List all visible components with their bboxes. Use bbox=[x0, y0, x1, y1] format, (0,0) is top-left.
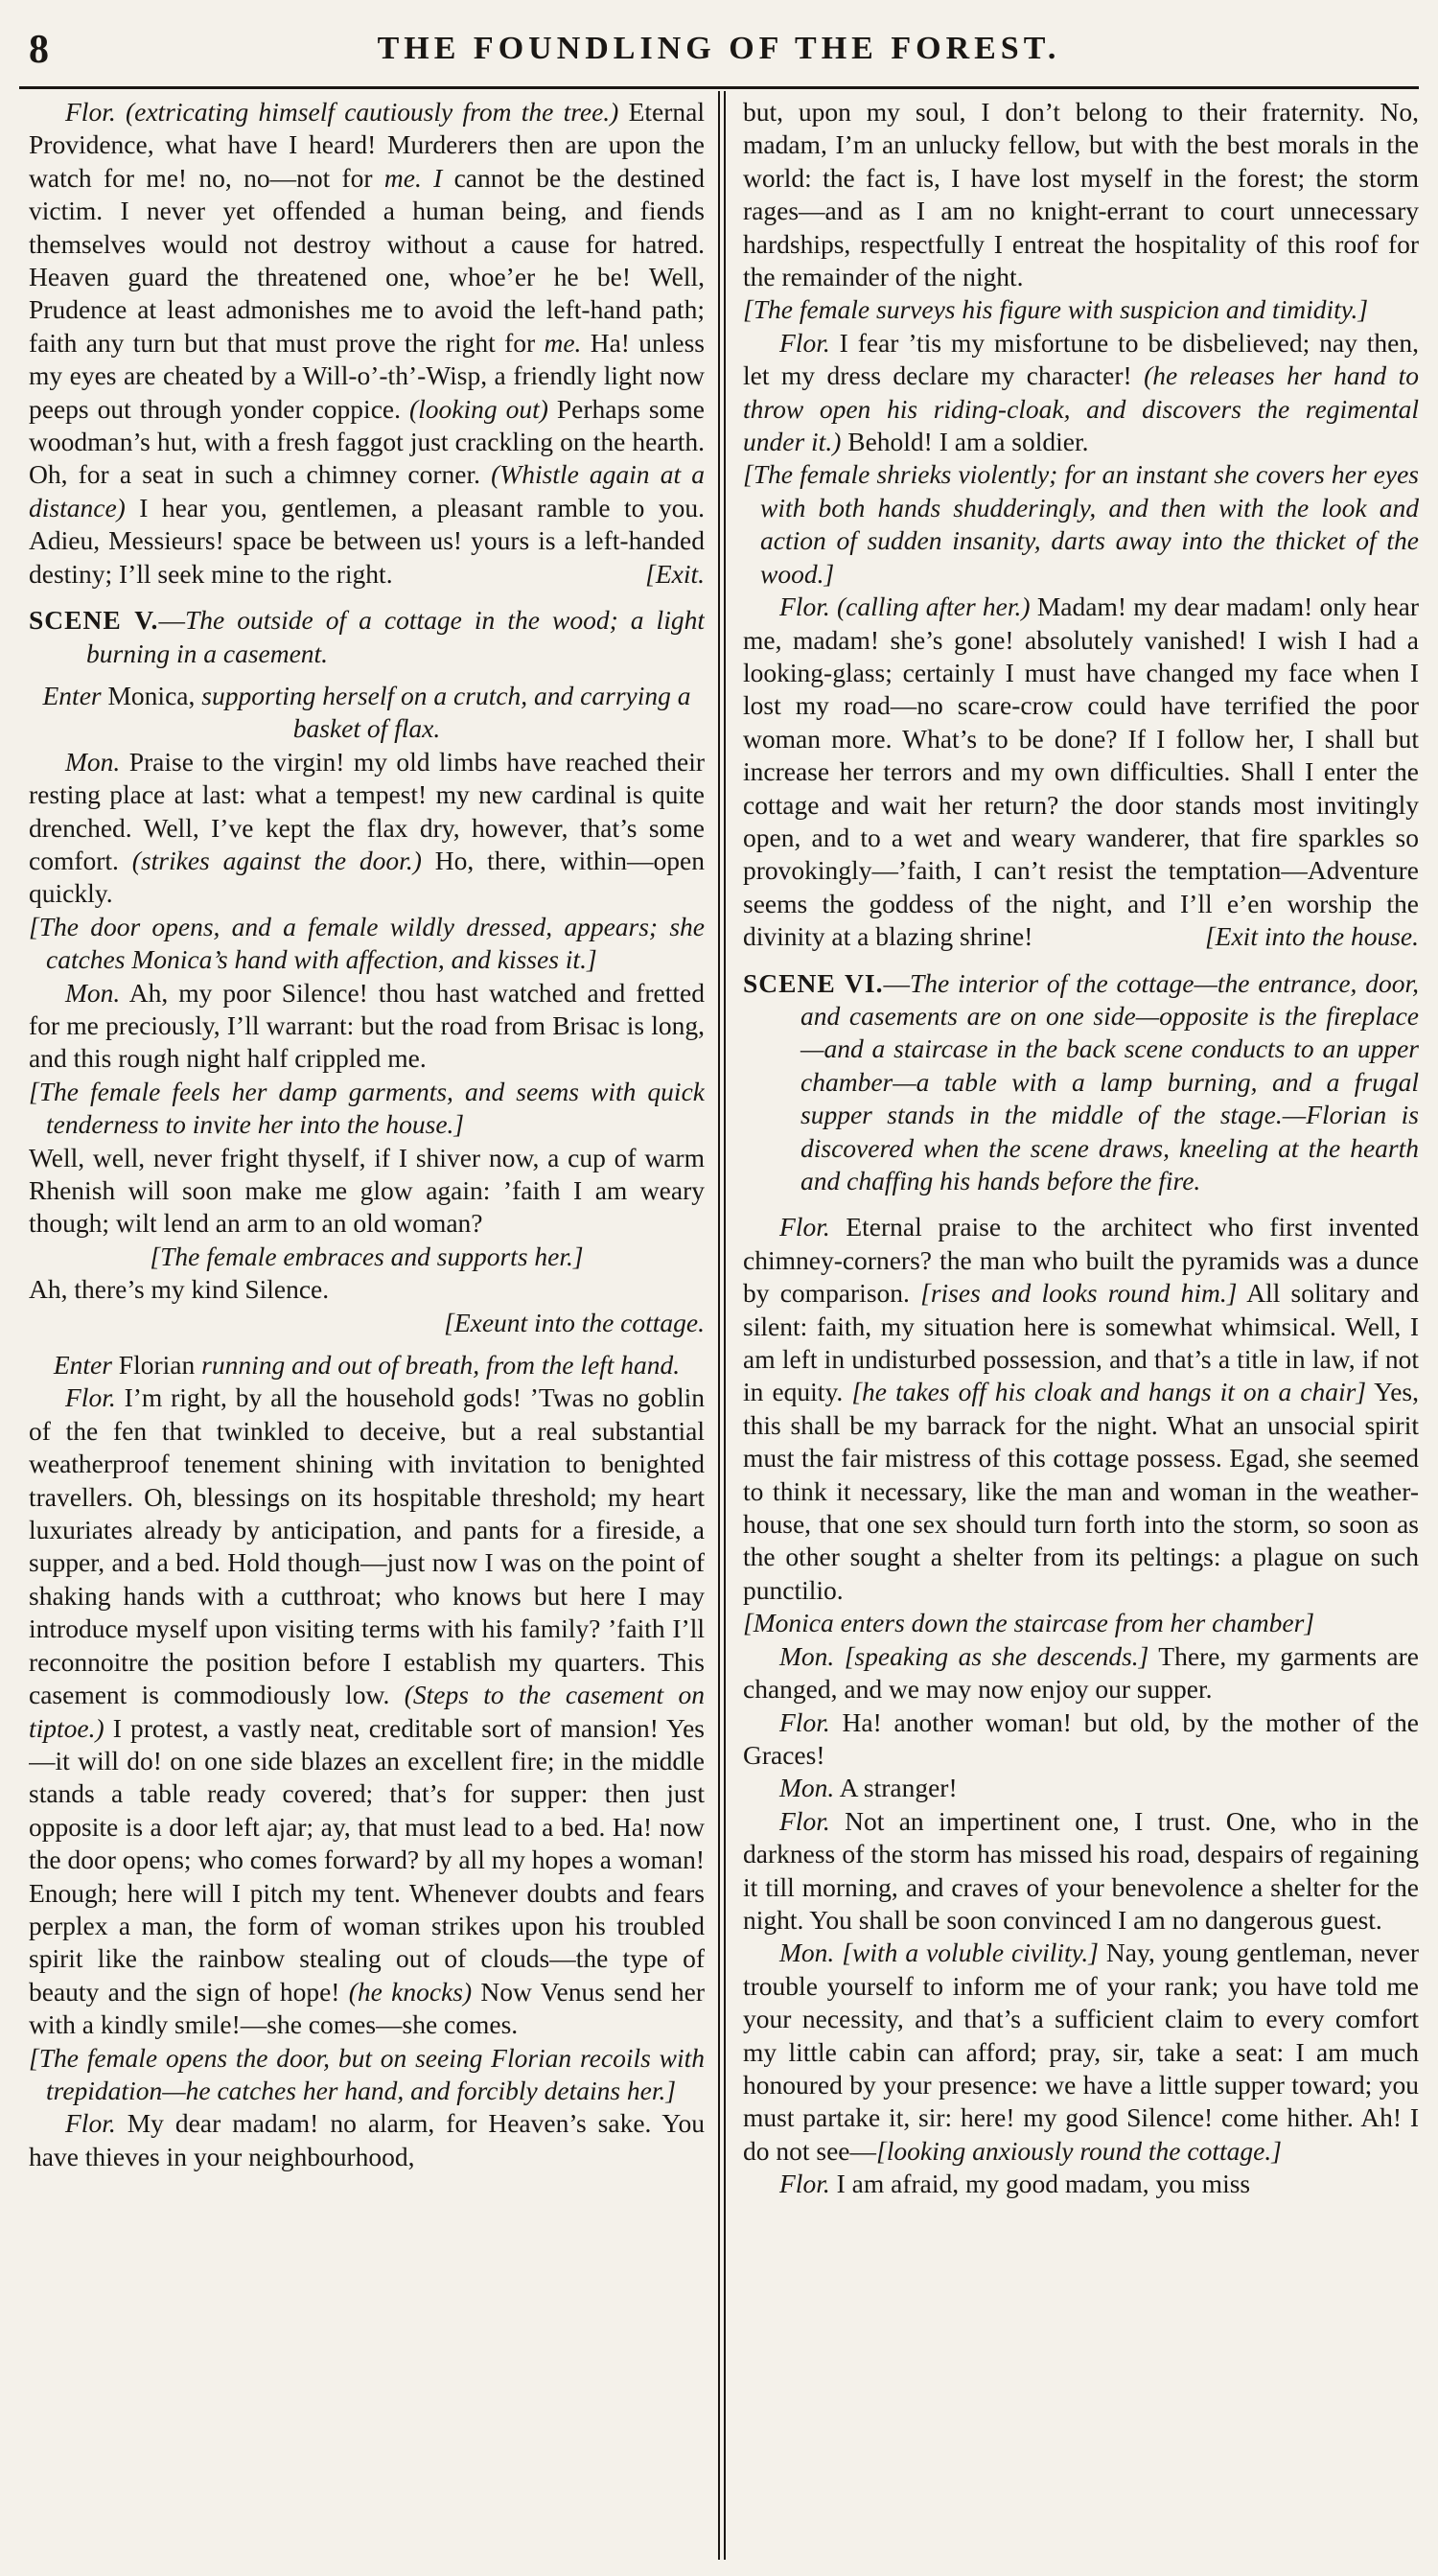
running-title: THE FOUNDLING OF THE FOREST. bbox=[377, 31, 1061, 66]
speech-paragraph: Flor. Ha! another woman! but old, by the mother of the Graces! bbox=[743, 1706, 1419, 1770]
speech-paragraph: Flor. My dear madam! no alarm, for Heaven’s sake. You have thieves in your neighbourhood, bbox=[29, 2108, 705, 2171]
speech-paragraph: Flor. (extricating himself cautiously from the tree.) Eternal Providence, what have I heard! Murderers then are upon the watch for me! no, no—not for me. I cannot be the destined victim. I never yet offended a human being, and fiends themselves would not destroy without a cause for hatred. Heaven guard the threatened one, whoe’er he be! Well, Prudence at least admonishes me to avoid the left-hand path; faith any turn but that must prove the right for me. Ha! unless my eyes are cheated by a Will-o’-th’-Wisp, a friendly light now peeps out through yonder coppice. (looking out) Perhaps some woodman’s hut, with a fresh faggot just crackling on the hearth. Oh, for a seat in such a chimney corner. (Whistle again at a distance) I hear you, gentlemen, a pleasant ramble to you. Adieu, Messieurs! space be between us! yours is a left-handed destiny; I’ll seek mine to the right. [Exit. bbox=[29, 97, 705, 589]
speech-paragraph: Flor. Eternal praise to the architect who first invented chimney-corners? the man who built the pyramids was a dunce by comparison. [rises and looks round him.] All solitary and silent: faith, my situation here is somewhat whimsical. Well, I am left in undisturbed possession, and that’s a title in law, if not in equity. [he takes off his cloak and hangs it on a chair] Yes, this shall be my barrack for the night. What an unsocial spirit must the fair mistress of this cottage possess. Egad, she seemed to think it necessary, like the man and woman in the weather-house, that one sex should turn forth into the storm, so soon as the other sought a shelter from its peltings: a plague on such punctilio. bbox=[743, 1212, 1419, 1605]
stage-direction: [The female embraces and supports her.] bbox=[150, 1241, 584, 1271]
stage-direction: [The female opens the door, but on seeing Florian recoils with trepidation—he catches her hand, and forcibly detains her.] bbox=[29, 2042, 705, 2105]
stage-direction: [The female shrieks violently; for an instant she covers her eyes with both hands shudderingly, and then with the look and action of sudden insanity, darts away into the thicket of the wood.] bbox=[743, 459, 1419, 589]
entrance-direction: Enter Florian running and out of breath, from the left hand. bbox=[53, 1350, 681, 1381]
speech-paragraph: Flor. I fear ’tis my misfortune to be disbelieved; nay then, let my dress declare my character! (he releases her hand to throw open his riding-cloak, and discovers the regimental under it.) Behold! I am a soldier. bbox=[743, 327, 1419, 457]
speech-paragraph: Flor. I am afraid, my good madam, you miss bbox=[779, 2169, 1251, 2199]
speech-continuation: but, upon my soul, I don’t belong to their fraternity. No, madam, I’m an unlucky fellow, but with the best morals in the world: the fact is, I have lost myself in the forest; the storm rages—and as I am no knight-errant to court unnecessary hardships, respectfully I entreat the hospitality of this roof for the remainder of the night. bbox=[743, 97, 1419, 292]
speech-paragraph: Mon. A stranger! bbox=[779, 1773, 958, 1803]
entrance-direction: Enter Monica, supporting herself on a crutch, and carrying a basket of flax. bbox=[42, 680, 691, 744]
speech-continuation: Well, well, never fright thyself, if I shiver now, a cup of warm Rhenish will soon make me glow again: ’faith I am weary though; wilt lend an arm to an old woman? bbox=[29, 1142, 705, 1239]
speech-paragraph: Mon. Praise to the virgin! my old limbs have reached their resting place at last: what a tempest! my new cardinal is quite drenched. Well, I’ve kept the flax dry, however, that’s some comfort. (strikes against the door.) Ho, there, within—open quickly. bbox=[29, 746, 705, 909]
speech-paragraph: Flor. I’m right, by all the household gods! ’Twas no goblin of the fen that twinkled to deceive, but a real substantial weatherproof tenement shining with invitation to benighted travellers. Oh, blessings on its hospitable threshold; my heart luxuriates already by anticipation, and pants for a fireside, a supper, and a bed. Hold though—just now I was on the point of shaking hands with a cutthroat; who knows but here I may introduce myself upon visiting terms with his family? ’faith I’ll reconnoitre the position before I establish my quarters. This casement is commodiously low. (Steps to the casement on tiptoe.) I protest, a vastly neat, creditable sort of mansion! Yes—it will do! on one side blazes an excellent fire; in the middle stands a table ready covered; that’s for supper: then just opposite is a door left ajar; ay, that must lead to a bed. Ha! now the door opens; who comes forward? by all my hopes a woman! Enough; here will I pitch my tent. Whenever doubts and fears perplex a man, the form of woman strikes upon his troubled spirit like the rainbow stealing out of clouds—the type of beauty and the sign of hope! (he knocks) Now Venus send her with a kindly smile!—she comes—she comes. bbox=[29, 1382, 705, 2040]
stage-direction: [Monica enters down the staircase from her chamber] bbox=[743, 1608, 1315, 1638]
speech-paragraph: Mon. [speaking as she descends.] There, my garments are changed, and we may now enjoy our supper. bbox=[743, 1640, 1419, 1705]
scene-heading: SCENE VI.—The interior of the cottage—the entrance, door, and casements are on one side—opposite is the fireplace—and a staircase in the back scene conducts to an upper chamber—a table with a lamp burning, and a frugal supper stands in the middle of the stage.—Florian is discovered when the scene draws, kneeling at the hearth and chaffing his hands before the fire. bbox=[743, 967, 1419, 1195]
column-divider bbox=[718, 91, 720, 2560]
speech-paragraph: Mon. [with a voluble civility.] Nay, young gentleman, never trouble yourself to inform me of your rank; you have told me your necessity, and that’s a sufficient claim to every comfort my little cabin can afford; pray, sir, take a seat: I am much honoured by your presence: we have a little supper toward; you must partake it, sir: here! my good Silence! come hither. Ah! I do not see—[looking anxiously round the cottage.] bbox=[743, 1938, 1419, 2166]
stage-direction: [Exeunt into the cottage. bbox=[444, 1307, 705, 1337]
page-number: 8 bbox=[29, 28, 49, 72]
stage-direction: [The female feels her damp garments, and seems with quick tenderness to invite her into the house.] bbox=[29, 1076, 705, 1140]
speech-paragraph: Flor. Not an impertinent one, I trust. One, who in the darkness of the storm has missed his road, despairs of regaining it till morning, and craves of your benevolence a shelter for the night. You shall be soon convinced I am no dangerous guest. bbox=[743, 1805, 1419, 1935]
spacer bbox=[743, 1197, 1419, 1211]
page-header bbox=[19, 27, 1419, 84]
speech-continuation: Ah, there’s my kind Silence. bbox=[29, 1274, 330, 1305]
scene-heading: SCENE V.—The outside of a cottage in the wood; a light burning in a casement. bbox=[29, 605, 705, 668]
header-rule bbox=[19, 86, 1419, 89]
left-column bbox=[29, 96, 705, 2550]
right-column bbox=[743, 96, 1419, 2550]
stage-direction: [The female surveys his figure with suspicion and timidity.] bbox=[743, 294, 1369, 325]
stage-direction: [The door opens, and a female wildly dressed, appears; she catches Monica’s hand with affection, and kisses it.] bbox=[29, 911, 705, 975]
speech-paragraph: Mon. Ah, my poor Silence! thou hast watched and fretted for me preciously, I’ll warrant: but the road from Brisac is long, and this rough night half crippled me. bbox=[29, 977, 705, 1074]
column-divider bbox=[724, 91, 726, 2560]
speech-paragraph: Flor. (calling after her.) Madam! my dear madam! only hear me, madam! she’s gone! absolutely vanished! I wish I had a looking-glass; certainly I must have changed my face when I lost my road—no scare-crow could have terrified the poor woman more. What’s to be done? If I follow her, I shall but increase her terrors and my own difficulties. Shall I enter the cottage and wait her return? the door stands most invitingly open, and to a wet and weary wanderer, that fire sparkles so provokingly—’faith, I can’t resist the temptation—Adventure seems the goddess of the night, and I’ll e’en worship the divinity at a blazing shrine! [Exit into the house. bbox=[743, 592, 1419, 952]
